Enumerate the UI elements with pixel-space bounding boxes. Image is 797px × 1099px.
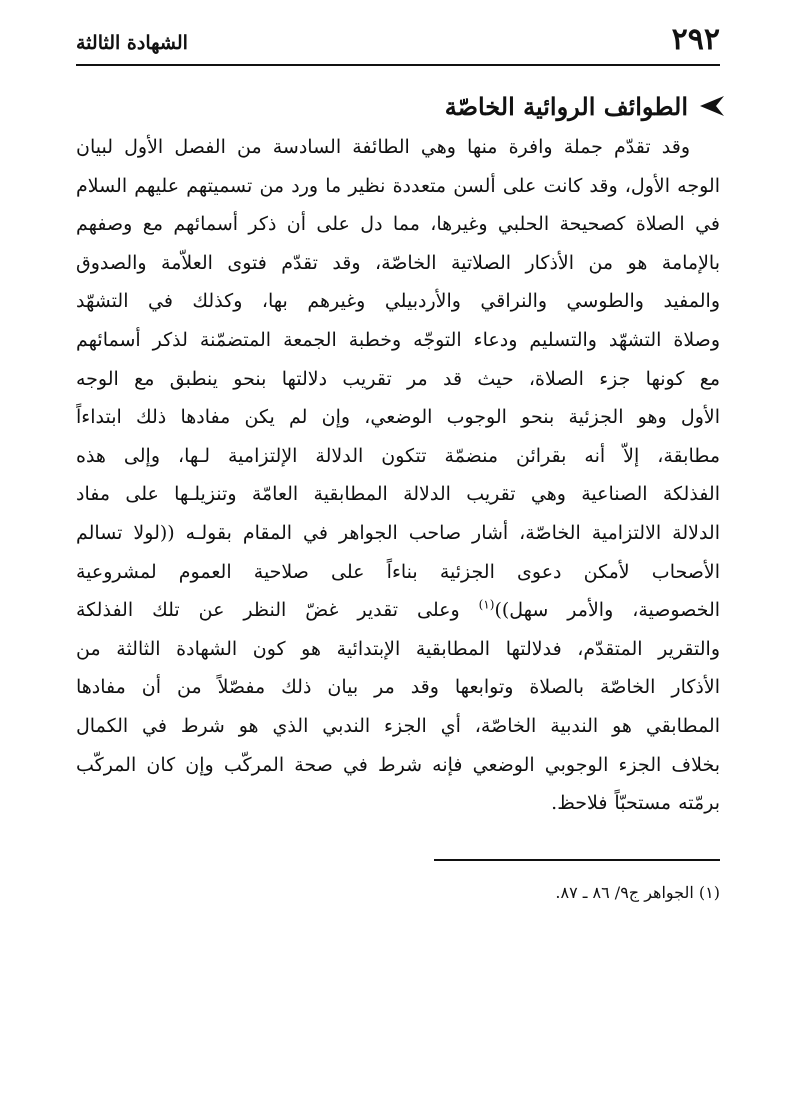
footnote-ref: (١) [478,597,495,612]
body-line-14: والتقرير المتقدّم، فدلالتها المطابقية الإبتدائية هو كون الشهادة الثالثة من [76,637,720,660]
page-header [76,24,720,64]
body-line-17: بخلاف الجزء الوجوبي الوضعي فإنه شرط في صحة المركّب وإن كان المركّب [76,753,720,776]
body-line-3: في الصلاة كصحيحة الحلبي وغيرها، مما دل على أن ذكر أسمائهم مع وصفهم [76,213,720,236]
body-line-12: الأصحاب لأمكن دعوى الجزئية بناءاً على صلاحية العموم لمشروعية [76,560,720,583]
body-line-4: بالإمامة هو من الأذكار الصلاتية الخاصّة، وقد تقدّم فتوى العلاّمة والصدوق [76,251,720,274]
body-line-15: الأذكار الخاصّة بالصلاة وتوابعها وقد مر بيان ذلك مفصّلاً من أن مفادها [76,676,720,699]
body-line-5: والمفيد والطوسي والنراقي والأردبيلي وغيرهم بها، وكذلك في التشهّد [76,290,720,313]
body-line-18: برمّته مستحبّاً فلاحظ. [551,792,720,815]
running-title: الشهادة الثالثة [76,32,188,54]
body-line-8: الأول وهو الجزئية بنحو الوجوب الوضعي، وإن لم يكن مفادها ذلك ابتداءاً [76,406,720,429]
body-line-2: الوجه الأول، وقد كانت على ألسن متعددة نظير ما ورد من تسميتهم عليهم السلام [76,174,720,197]
footnote-rule [434,859,720,861]
body-text [76,128,720,823]
document-page [76,24,720,1084]
header-rule [76,64,720,66]
body-line-9: مطابقة، إلاّ أنه بقرائن منضمّة تتكون الدلالة الإلتزامية لـها، وإلى هذه [76,444,720,467]
body-line-7: مع كونها جزء الصلاة، حيث قد مر تقريب دلالتها بنحو ينطبق مع الوجه [76,367,720,390]
page-number: ٢٩٢ [671,22,720,57]
body-line-1: وقد تقدّم جملة وافرة منها وهي الطائفة السادسة من الفصل الأول لبيان [76,136,690,158]
section-title: الطوائف الروائية الخاصّة [444,91,688,121]
triangle-arrow-icon [698,92,726,120]
section-heading [76,86,720,126]
body-line-10: الفذلكة الصناعية وهي تقريب الدلالة المطابقية العامّة وتنزيلـها على مفاد [76,483,720,506]
footnote-1: (١) الجواهر ج٩/ ٨٦ ـ ٨٧. [555,882,720,902]
body-line-13-start: الخصوصية، والأمر سهل)) [494,599,720,622]
body-line-16: المطابقي هو الندبية الخاصّة، أي الجزء الندبي الذي هو شرط في الكمال [76,714,720,737]
body-line-6: وصلاة التشهّد والتسليم ودعاء التوجّه وخطبة الجمعة المتضمّنة لذكر أسمائهم [76,328,720,351]
body-line-13-end: وعلى تقدير غضّ النظر عن تلك الفذلكة [76,599,460,622]
body-line-11: الدلالة الالتزامية الخاصّة، أشار صاحب الجواهر في المقام بقولـه ((لولا تسالم [76,521,720,544]
body-line-13 [76,591,720,630]
